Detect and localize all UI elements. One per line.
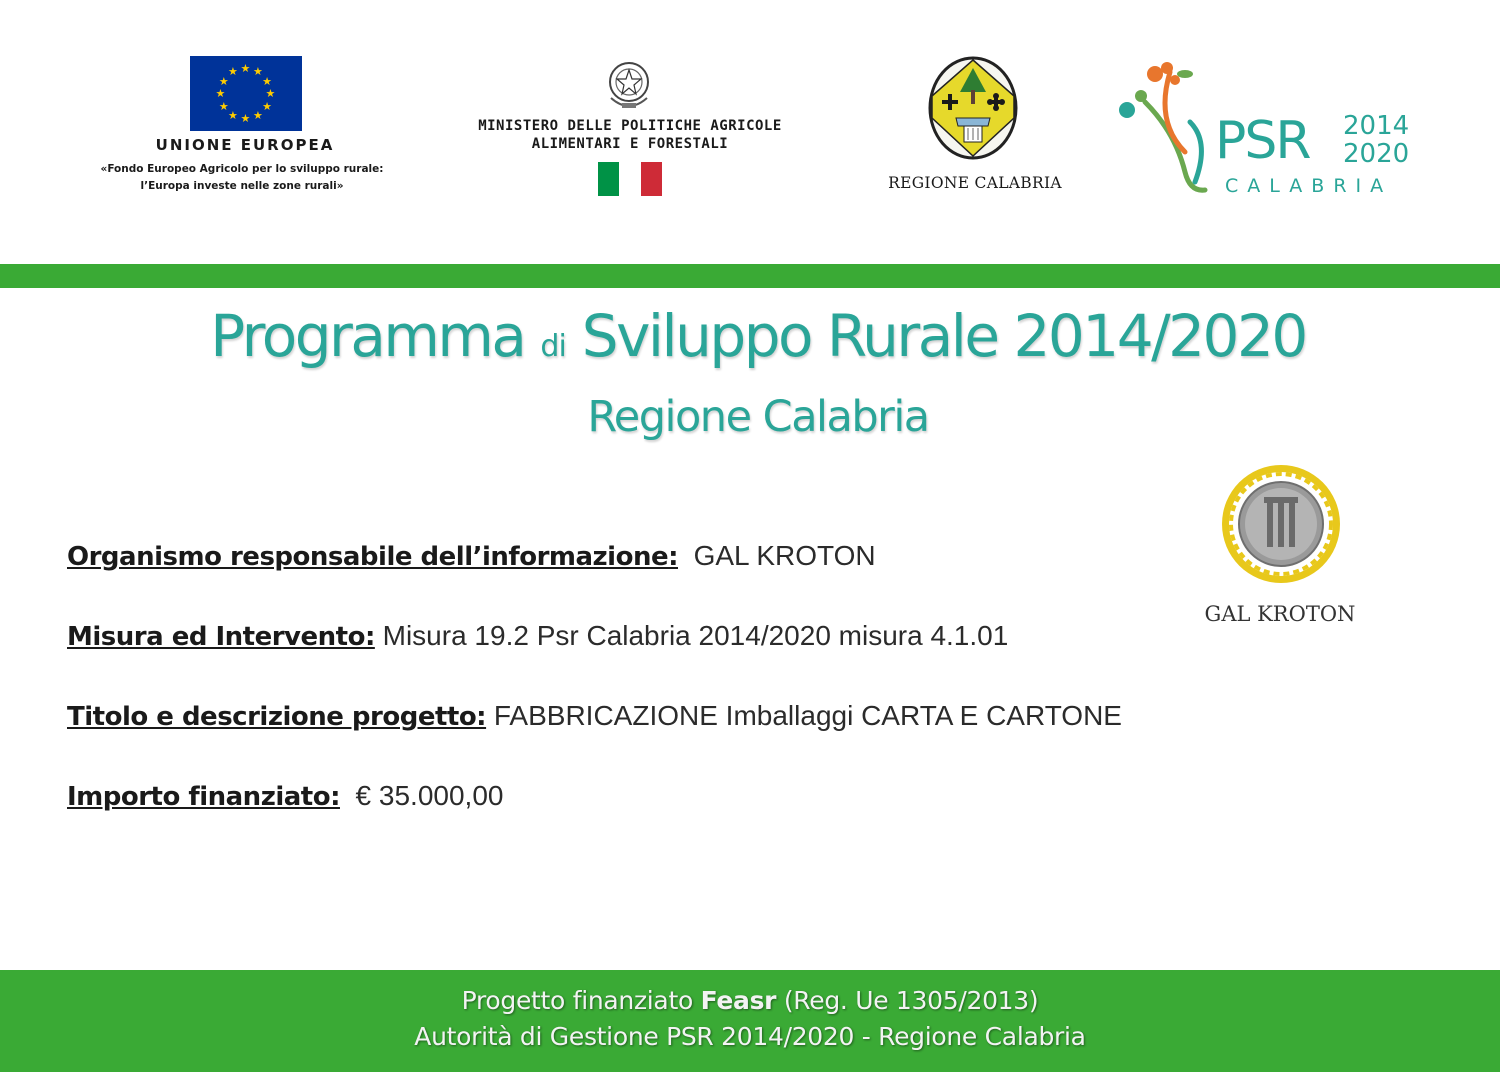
eu-star-icon: ★ (228, 108, 238, 122)
footer-line2: Autorità di Gestione PSR 2014/2020 - Regione Calabria (414, 1022, 1086, 1051)
program-title-part1: Programma (210, 302, 541, 370)
info-row-organismo (67, 540, 876, 572)
footer-line1-prefix: Progetto finanziato (461, 986, 701, 1015)
info-label: Titolo e descrizione progetto: (67, 702, 487, 732)
psr-region: CALABRIA (1225, 175, 1393, 197)
eu-fund-subtitle-line1: «Fondo Europeo Agricolo per lo sviluppo rurale: (100, 163, 384, 175)
info-label: Organismo responsabile dell’informazione: (67, 542, 678, 572)
top-divider-band (0, 264, 1500, 288)
ministry-name-line2: ALIMENTARI E FORESTALI (531, 136, 729, 152)
program-title-part2: Sviluppo Rurale 2014/2020 (565, 302, 1306, 370)
gal-kroton-coin-icon (1220, 463, 1342, 585)
eu-star-icon: ★ (262, 99, 273, 113)
eu-flag-icon (190, 56, 302, 131)
info-row-importo (67, 780, 503, 812)
eu-star-icon: ★ (218, 99, 229, 113)
eu-star-icon: ★ (262, 74, 273, 88)
info-value: Misura 19.2 Psr Calabria 2014/2020 misura 4.1.01 (382, 620, 1009, 651)
footer-line1 (0, 986, 1500, 1015)
italian-republic-emblem-icon (605, 58, 653, 112)
program-title-connector: di (540, 329, 566, 364)
eu-star-icon: ★ (253, 108, 263, 122)
eu-name: UNIONE EUROPEA (155, 136, 335, 154)
eu-fund-subtitle-line2: l’Europa investe nelle zone rurali» (140, 180, 344, 192)
program-subtitle: Regione Calabria (587, 392, 929, 442)
eu-star-icon: ★ (218, 74, 229, 88)
psr-calabria-logo (1115, 62, 1415, 202)
psr-year-start: 2014 (1343, 111, 1410, 141)
program-title (0, 302, 1500, 370)
info-row-misura (67, 620, 1008, 652)
eu-star-icon: ★ (265, 87, 276, 100)
regione-calabria-name: REGIONE CALABRIA (888, 174, 1062, 192)
info-value: GAL KROTON (693, 540, 876, 571)
italian-flag-icon (598, 162, 662, 196)
info-label: Misura ed Intervento: (67, 622, 375, 652)
footer-line1-bold: Feasr (700, 986, 777, 1015)
eu-star-icon: ★ (253, 65, 263, 79)
info-label: Importo finanziato: (67, 782, 340, 812)
footer-line1-suffix: (Reg. Ue 1305/2013) (776, 986, 1039, 1015)
eu-star-icon: ★ (215, 87, 226, 100)
info-value: FABBRICAZIONE Imballaggi CARTA E CARTONE (493, 700, 1122, 731)
psr-year-end: 2020 (1343, 139, 1410, 169)
eu-star-icon: ★ (240, 112, 251, 125)
ministry-name-line1: MINISTERO DELLE POLITICHE AGRICOLE (478, 118, 782, 134)
info-row-titolo (67, 700, 1122, 732)
eu-star-icon: ★ (240, 62, 251, 75)
gal-kroton-name: GAL KROTON (1204, 602, 1356, 626)
calabria-shield-icon (928, 56, 1018, 160)
info-value: € 35.000,00 (355, 780, 504, 811)
psr-acronym: PSR (1215, 111, 1310, 171)
eu-star-icon: ★ (228, 65, 238, 79)
